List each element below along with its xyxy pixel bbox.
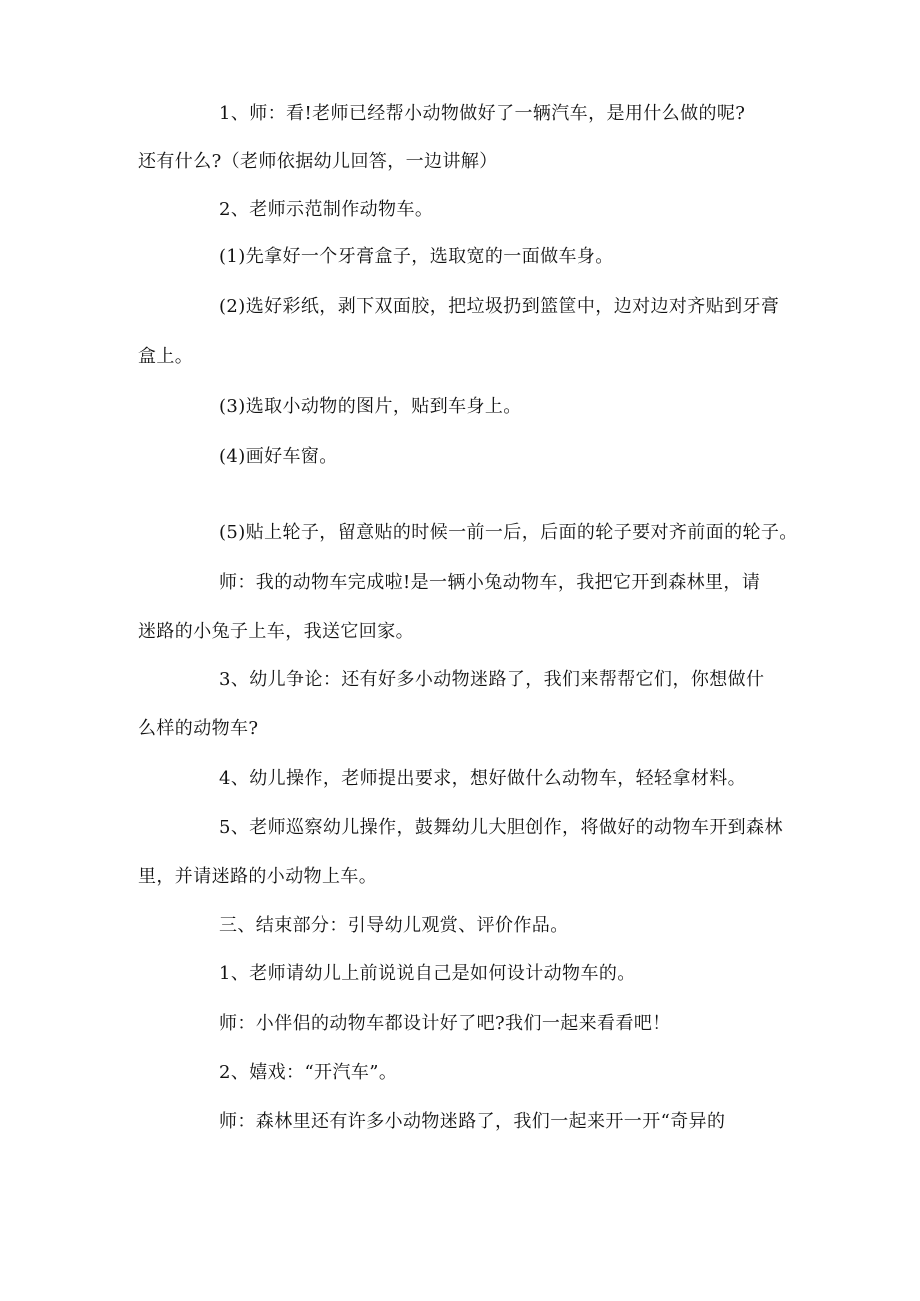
text-line: 还有什么?（老师依据幼儿回答，一边讲解） bbox=[138, 151, 498, 172]
text-line: (1)先拿好一个牙膏盒子，选取宽的一面做车身。 bbox=[219, 246, 614, 267]
text-line: 2、嬉戏：“开汽车”。 bbox=[219, 1062, 398, 1083]
text-line: 4、幼儿操作，老师提出要求，想好做什么动物车，轻轻拿材料。 bbox=[219, 768, 747, 789]
text-line: (2)选好彩纸，剥下双面胶，把垃圾扔到篮筐中，边对边对齐贴到牙膏 bbox=[219, 296, 780, 317]
text-line: 迷路的小兔子上车，我送它回家。 bbox=[138, 621, 414, 642]
text-line: (3)选取小动物的图片，贴到车身上。 bbox=[219, 396, 522, 417]
text-line: 3、幼儿争论：还有好多小动物迷路了，我们来帮帮它们，你想做什 bbox=[219, 669, 765, 690]
text-line: 2、老师示范制作动物车。 bbox=[219, 199, 434, 220]
text-line: 里，并请迷路的小动物上车。 bbox=[138, 866, 378, 887]
text-line: 师：小伴侣的动物车都设计好了吧?我们一起来看看吧！ bbox=[219, 1013, 671, 1034]
text-line: 5、老师巡察幼儿操作，鼓舞幼儿大胆创作，将做好的动物车开到森林 bbox=[219, 817, 783, 838]
text-line: 盒上。 bbox=[138, 346, 194, 367]
text-line: 1、老师请幼儿上前说说自己是如何设计动物车的。 bbox=[219, 963, 636, 984]
text-line: (5)贴上轮子，留意贴的时候一前一后，后面的轮子要对齐前面的轮子。 bbox=[219, 522, 798, 543]
text-line: 1、师：看!老师已经帮小动物做好了一辆汽车，是用什么做的呢? bbox=[219, 103, 746, 124]
text-line: 师：我的动物车完成啦!是一辆小兔动物车，我把它开到森林里，请 bbox=[219, 572, 761, 593]
text-line: 三、结束部分：引导幼儿观赏、评价作品。 bbox=[219, 915, 569, 936]
text-line: (4)画好车窗。 bbox=[219, 446, 338, 467]
text-line: 么样的动物车? bbox=[138, 718, 259, 739]
text-line: 师：森林里还有许多小动物迷路了，我们一起来开一开“奇异的 bbox=[219, 1111, 726, 1132]
